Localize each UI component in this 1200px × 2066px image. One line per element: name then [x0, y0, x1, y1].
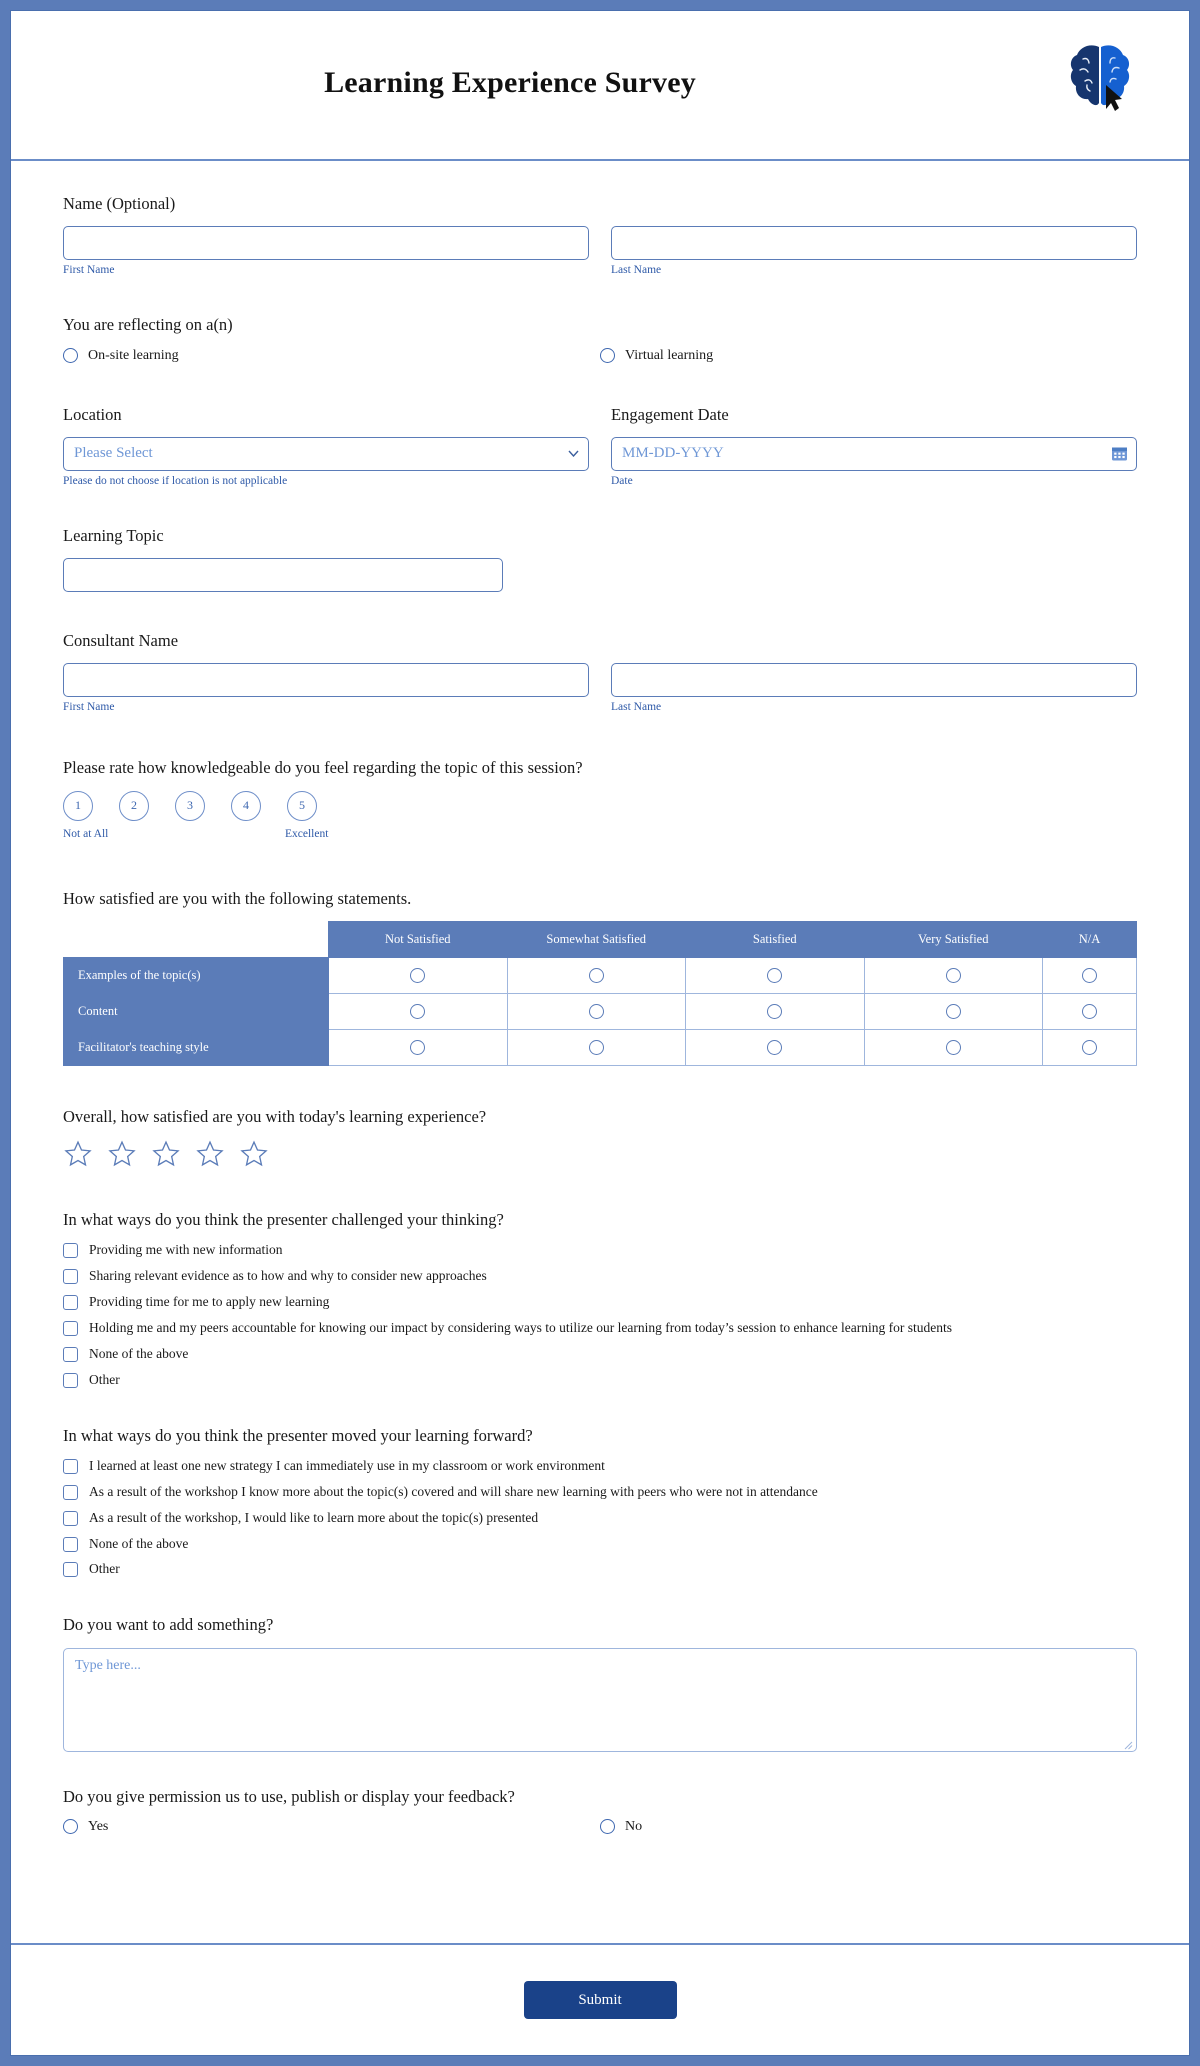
matrix-col-somewhat-satisfied: Somewhat Satisfied	[507, 921, 686, 957]
scale-option-5[interactable]: 5	[287, 791, 317, 821]
learning-topic-input[interactable]	[63, 558, 503, 592]
checkbox-challenged-3[interactable]	[63, 1294, 1137, 1311]
add-something-group	[63, 1614, 1137, 1751]
matrix-col-na: N/A	[1043, 921, 1137, 957]
checkbox-challenged-5[interactable]	[63, 1346, 1137, 1363]
scale-option-4[interactable]: 4	[231, 791, 261, 821]
location-date-group	[63, 404, 1137, 487]
star-icon-2[interactable]	[107, 1139, 137, 1173]
chevron-down-icon	[568, 437, 579, 471]
radio-circle-icon	[600, 348, 615, 363]
checkbox-moved-5[interactable]	[63, 1561, 1137, 1578]
radio-onsite-label: On-site learning	[88, 347, 179, 363]
matrix-cell-examples-na[interactable]	[1043, 957, 1137, 993]
knowledge-scale-label: Please rate how knowledgeable do you feel regarding the topic of this session?	[63, 758, 583, 778]
matrix-col-satisfied: Satisfied	[686, 921, 865, 957]
matrix-cell-style-very-satisfied[interactable]	[864, 1029, 1043, 1065]
matrix-cell-style-na[interactable]	[1043, 1029, 1137, 1065]
consultant-last-name-input[interactable]	[611, 663, 1137, 697]
add-something-textarea[interactable]	[63, 1648, 1137, 1752]
star-icon-1[interactable]	[63, 1139, 93, 1173]
checkbox-label: Holding me and my peers accountable for knowing our impact by considering ways to utilize our learning from today’s session to enhance learning for students	[89, 1320, 953, 1336]
resize-handle-icon[interactable]	[1124, 1739, 1133, 1748]
matrix-col-not-satisfied: Not Satisfied	[329, 921, 508, 957]
matrix-cell-style-not-satisfied[interactable]	[329, 1029, 508, 1065]
matrix-corner-cell	[64, 921, 329, 957]
checkbox-label: As a result of the workshop, I would like to learn more about the topic(s) presented	[89, 1509, 539, 1525]
checkbox-moved-4[interactable]	[63, 1536, 1137, 1553]
checkbox-moved-1[interactable]	[63, 1458, 1137, 1475]
matrix-cell-content-not-satisfied[interactable]	[329, 993, 508, 1029]
checkbox-moved-2[interactable]	[63, 1484, 1137, 1501]
matrix-row-facilitator-style: Facilitator's teaching style	[64, 1029, 329, 1065]
form-footer	[11, 1943, 1189, 2055]
matrix-cell-style-satisfied[interactable]	[686, 1029, 865, 1065]
matrix-cell-content-very-satisfied[interactable]	[864, 993, 1043, 1029]
checkbox-challenged-1[interactable]	[63, 1242, 1137, 1259]
form-header	[11, 11, 1189, 161]
scale-option-3[interactable]: 3	[175, 791, 205, 821]
radio-permission-no[interactable]	[600, 1819, 1137, 1835]
last-name-input[interactable]	[611, 226, 1137, 260]
checkbox-label: Other	[89, 1371, 120, 1387]
star-rating-widget	[63, 1139, 1137, 1173]
matrix-cell-examples-satisfied[interactable]	[686, 957, 865, 993]
radio-yes-label: Yes	[88, 1818, 109, 1834]
table-row	[64, 1029, 1137, 1065]
checkbox-label: Sharing relevant evidence as to how and why to consider new approaches	[89, 1268, 487, 1284]
scale-option-2[interactable]: 2	[119, 791, 149, 821]
radio-virtual-learning[interactable]	[600, 348, 1137, 364]
table-row	[64, 957, 1137, 993]
matrix-row-examples: Examples of the topic(s)	[64, 957, 329, 993]
checkbox-icon	[63, 1269, 78, 1284]
satisfaction-matrix-table	[63, 921, 1137, 1066]
radio-circle-icon	[589, 968, 604, 983]
overall-rating-group	[63, 1106, 1137, 1173]
checkbox-label: Providing me with new information	[89, 1242, 283, 1258]
checkbox-icon	[63, 1321, 78, 1336]
location-select[interactable]	[63, 437, 589, 471]
last-name-sublabel: Last Name	[611, 264, 662, 277]
moved-learning-group	[63, 1425, 1137, 1579]
date-sublabel: Date	[611, 474, 633, 487]
checkbox-icon	[63, 1373, 78, 1388]
checkbox-moved-3[interactable]	[63, 1510, 1137, 1527]
radio-circle-icon	[410, 1040, 425, 1055]
radio-circle-icon	[946, 968, 961, 983]
matrix-cell-content-satisfied[interactable]	[686, 993, 865, 1029]
matrix-cell-examples-not-satisfied[interactable]	[329, 957, 508, 993]
calendar-icon[interactable]	[1111, 445, 1128, 462]
matrix-cell-style-somewhat-satisfied[interactable]	[507, 1029, 686, 1065]
table-row	[64, 993, 1137, 1029]
checkbox-challenged-4[interactable]	[63, 1320, 1137, 1337]
checkbox-icon	[63, 1347, 78, 1362]
checkbox-icon	[63, 1295, 78, 1310]
checkbox-challenged-6[interactable]	[63, 1372, 1137, 1389]
checkbox-icon	[63, 1562, 78, 1577]
moved-learning-label: In what ways do you think the presenter moved your learning forward?	[63, 1425, 533, 1445]
matrix-col-very-satisfied: Very Satisfied	[864, 921, 1043, 957]
satisfaction-matrix-group	[63, 888, 1137, 1066]
matrix-cell-content-na[interactable]	[1043, 993, 1137, 1029]
radio-onsite-learning[interactable]	[63, 348, 600, 364]
permission-group	[63, 1786, 1137, 1835]
name-label: Name (Optional)	[63, 194, 176, 213]
consultant-last-sublabel: Last Name	[611, 701, 662, 714]
location-selected-value: Please Select	[74, 445, 153, 462]
survey-page	[10, 10, 1190, 2056]
radio-circle-icon	[767, 968, 782, 983]
radio-circle-icon	[589, 1040, 604, 1055]
engagement-date-input[interactable]	[611, 437, 1137, 471]
radio-circle-icon	[767, 1040, 782, 1055]
checkbox-challenged-2[interactable]	[63, 1268, 1137, 1285]
learning-topic-group	[63, 525, 1137, 592]
add-something-label: Do you want to add something?	[63, 1615, 274, 1635]
radio-circle-icon	[410, 1004, 425, 1019]
location-sublabel: Please do not choose if location is not applicable	[63, 474, 288, 487]
radio-circle-icon	[946, 1004, 961, 1019]
matrix-row-content: Content	[64, 993, 329, 1029]
checkbox-icon	[63, 1459, 78, 1474]
checkbox-icon	[63, 1511, 78, 1526]
scale-low-label: Not at All	[63, 827, 109, 840]
permission-label: Do you give permission us to use, publish or display your feedback?	[63, 1786, 515, 1806]
scale-high-label: Excellent	[285, 827, 329, 840]
radio-no-label: No	[625, 1818, 643, 1834]
star-icon-5[interactable]	[239, 1139, 269, 1173]
reflecting-group	[63, 314, 1137, 363]
scale-option-1[interactable]: 1	[63, 791, 93, 821]
consultant-name-label: Consultant Name	[63, 631, 179, 651]
radio-circle-icon	[600, 1819, 615, 1834]
checkbox-label: Other	[89, 1561, 120, 1577]
radio-circle-icon	[1082, 1040, 1097, 1055]
learning-topic-label: Learning Topic	[63, 525, 164, 545]
checkbox-icon	[63, 1243, 78, 1258]
consultant-first-name-input[interactable]	[63, 663, 589, 697]
location-label: Location	[63, 404, 122, 424]
first-name-sublabel: First Name	[63, 264, 115, 277]
radio-virtual-label: Virtual learning	[625, 347, 714, 363]
star-icon-4[interactable]	[195, 1139, 225, 1173]
page-title: Learning Experience Survey	[324, 66, 696, 99]
checkbox-icon	[63, 1537, 78, 1552]
checkbox-label: I learned at least one new strategy I can immediately use in my classroom or work environment	[89, 1457, 605, 1473]
matrix-cell-examples-very-satisfied[interactable]	[864, 957, 1043, 993]
radio-circle-icon	[589, 1004, 604, 1019]
radio-circle-icon	[63, 348, 78, 363]
checkbox-label: None of the above	[89, 1345, 189, 1361]
consultant-first-sublabel: First Name	[63, 701, 115, 714]
radio-circle-icon	[1082, 968, 1097, 983]
first-name-input[interactable]	[63, 226, 589, 260]
challenged-thinking-group	[63, 1209, 1137, 1389]
brain-logo	[1066, 39, 1134, 117]
submit-button[interactable]: Submit	[524, 1981, 677, 2019]
reflecting-label: You are reflecting on a(n)	[63, 315, 233, 335]
radio-circle-icon	[946, 1040, 961, 1055]
checkbox-icon	[63, 1485, 78, 1500]
consultant-name-group	[63, 630, 1137, 713]
name-field-group	[63, 193, 1137, 276]
radio-circle-icon	[63, 1819, 78, 1834]
satisfaction-matrix-label: How satisfied are you with the following statements.	[63, 888, 412, 908]
knowledge-scale-group	[63, 757, 1137, 843]
checkbox-label: As a result of the workshop I know more about the topic(s) covered and will share new learning with peers who were not in attendance	[89, 1483, 818, 1499]
textarea-placeholder: Type here...	[75, 1657, 141, 1673]
form-body	[11, 161, 1189, 1835]
radio-circle-icon	[1082, 1004, 1097, 1019]
radio-circle-icon	[767, 1004, 782, 1019]
overall-rating-label: Overall, how satisfied are you with today's learning experience?	[63, 1106, 487, 1126]
matrix-cell-content-somewhat-satisfied[interactable]	[507, 993, 686, 1029]
radio-circle-icon	[410, 968, 425, 983]
engagement-date-label: Engagement Date	[611, 404, 729, 424]
challenged-thinking-label: In what ways do you think the presenter challenged your thinking?	[63, 1210, 504, 1230]
checkbox-label: Providing time for me to apply new learning	[89, 1294, 330, 1310]
matrix-cell-examples-somewhat-satisfied[interactable]	[507, 957, 686, 993]
star-icon-3[interactable]	[151, 1139, 181, 1173]
checkbox-label: None of the above	[89, 1535, 189, 1551]
matrix-header-row	[64, 921, 1137, 957]
radio-permission-yes[interactable]	[63, 1819, 600, 1835]
